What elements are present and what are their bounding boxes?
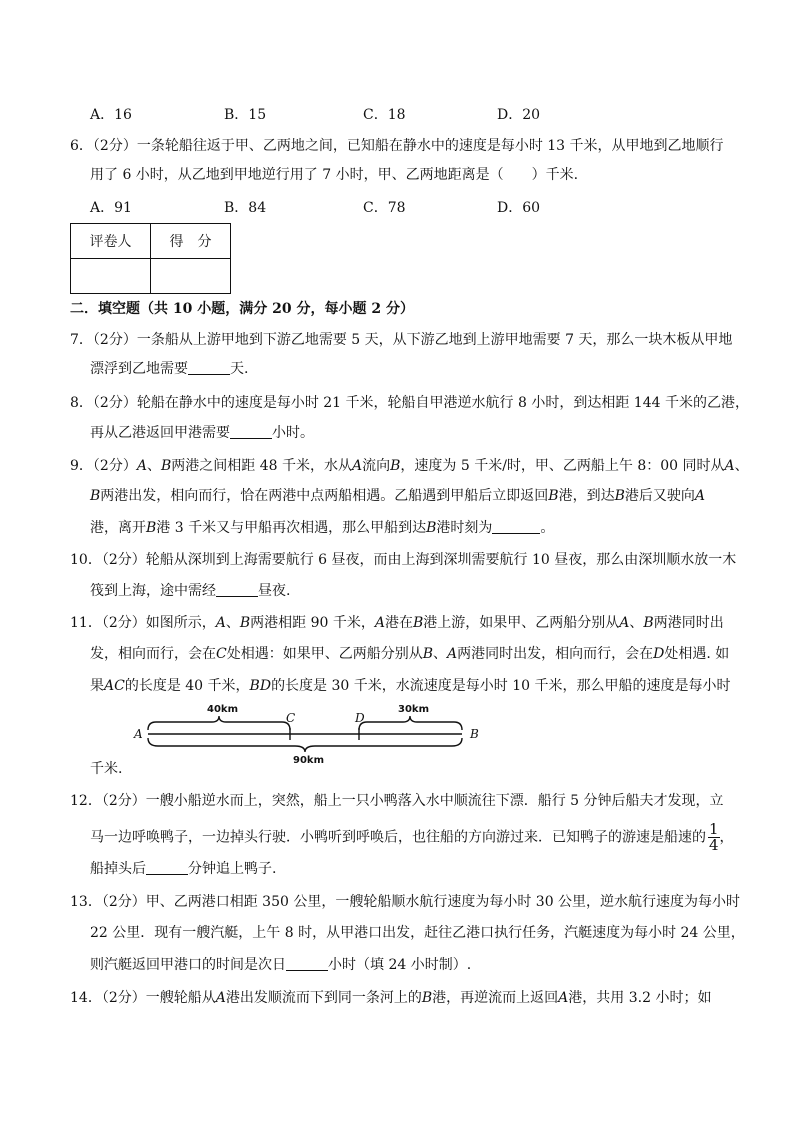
q9-line-1 (70, 457, 749, 475)
q9-var-a: A (694, 488, 706, 504)
q14-text: 港，共用 3.2 小时；如 (568, 990, 712, 1006)
q11-text: 果 (90, 678, 104, 694)
q6-option-b: B．84 (224, 200, 267, 216)
score-table-reviewer-header: 评卷人 (71, 224, 151, 259)
q10-text-a: 筏到上海，途中需经 (90, 583, 216, 599)
fraction-denominator: 4 (709, 836, 719, 854)
q11-var-b: B (239, 615, 251, 631)
q14-text: 港出发顺流而下到同一条河上的 (225, 990, 422, 1006)
q11-text: 两港同时出 (653, 615, 724, 631)
label-point-a: A (134, 727, 143, 741)
q6-line-2: 用了 6 小时，从乙地到甲地逆行用了 7 小时，甲、乙两地距离是（ ）千米. (90, 167, 579, 183)
q6-option-c: C．78 (363, 200, 406, 216)
q9-var-b: B (160, 458, 172, 474)
q11-line-1 (70, 614, 724, 632)
q7-text-a: 漂浮到乙地需要 (90, 361, 188, 377)
q9-var-a: A (136, 458, 147, 474)
q12-text: 马一边呼唤鸭子，一边掉头行驶．小鸭听到呼唤后，也往船的方向游过来．已知鸭子的游速是船速的 (90, 829, 706, 846)
q14-var-a: A (558, 990, 569, 1006)
label-point-c: C (286, 711, 296, 725)
q14-text: 14．（2分）一艘轮船从 (70, 990, 216, 1006)
q5-option-a: A．16 (90, 107, 132, 123)
q11-text: 、 (225, 615, 240, 631)
q10-text-b: 昼夜. (258, 583, 291, 599)
q13-line-2: 22 公里．现有一艘汽艇，上午 8 时，从甲港口出发，赶往乙港口执行任务，汽艇速度为每小时 24 公里， (90, 925, 745, 941)
label-point-d: D (355, 711, 365, 725)
q5-option-d: D．20 (497, 107, 541, 123)
q11-var-d: D (653, 646, 665, 662)
q9-text: 、 (734, 458, 749, 474)
q12-line-2 (90, 822, 734, 853)
q9-text: 港后又驶向 (624, 488, 695, 504)
brace-40km (148, 716, 290, 730)
q14-var-a: A (215, 990, 226, 1006)
section-2-title: 二．填空题（共 10 小题，满分 20 分，每小题 2 分） (70, 301, 414, 317)
q13-line-1: 13．（2分）甲、乙两港口相距 350 公里，一艘轮船顺水航行速度为每小时 30 公里，逆水航行速度为每小时 (70, 894, 741, 910)
q11-line-2 (90, 645, 729, 663)
score-table-score-cell[interactable] (151, 259, 231, 294)
river-distance-diagram (130, 700, 490, 768)
q9-text: 。 (540, 520, 555, 536)
q11-var-a: A (215, 615, 226, 631)
q9-var-b: B (548, 488, 559, 504)
q9-var-b: B (614, 488, 625, 504)
q11-text: 处相遇. 如 (664, 646, 730, 662)
q13-answer-blank[interactable] (286, 956, 328, 971)
q14-line-1 (70, 989, 711, 1007)
q12-fraction (708, 822, 720, 853)
q11-var-bd: BD (249, 678, 272, 694)
q11-line-4: 千米. (90, 761, 123, 777)
q11-var-b: B (422, 646, 434, 662)
q9-text: 、 (146, 458, 161, 474)
q12-line-1: 12．（2分）一艘小船逆水而上，突然，船上一只小鸭落入水中顺流往下漂．船行 5 分钟后船夫才发现，立 (70, 793, 724, 809)
q14-text: 港，再逆流而上返回 (432, 990, 559, 1006)
q11-text: 两港相距 90 千米， (250, 615, 375, 631)
q9-text: ，速度为 5 千米/时，甲、乙两船上午 8：00 同时从 (400, 458, 725, 474)
score-table (70, 223, 231, 294)
q11-text: 11．（2分）如图所示， (70, 615, 216, 631)
score-table-score-header: 得 分 (151, 224, 231, 259)
q12-answer-blank[interactable] (146, 860, 188, 875)
q9-text: 港时刻为 (436, 520, 493, 536)
q9-answer-blank[interactable] (492, 519, 540, 534)
q11-text: 发，相向而行，会在 (90, 646, 216, 662)
q11-text: 港上游，如果甲、乙两船分别从 (423, 615, 620, 631)
q13-text-a: 则汽艇返回甲港口的时间是次日 (90, 957, 286, 973)
q11-var-a: A (374, 615, 385, 631)
q8-line-1: 8．（2分）轮船在静水中的速度是每小时 21 千米，轮船自甲港逆水航行 8 小时，到达相距 144 千米的乙港， (70, 395, 749, 411)
q8-answer-blank[interactable] (230, 424, 272, 439)
q9-var-b: B (146, 520, 157, 536)
q9-line-2 (90, 487, 705, 505)
q8-text-a: 再从乙港返回甲港需要 (90, 425, 230, 441)
q11-var-a: A (619, 615, 630, 631)
q7-text-b: 天. (230, 361, 249, 377)
q6-line-1: 6．（2分）一条轮船往返于甲、乙两地之间，已知船在静水中的速度是每小时 13 千米，从甲地到乙地顺行 (70, 138, 724, 154)
q9-line-3 (90, 519, 554, 537)
label-90km: 90km (293, 755, 324, 766)
q11-text: 港在 (385, 615, 413, 631)
q12-text-a: 船掉头后 (90, 861, 146, 877)
q9-text: 港，到达 (558, 488, 615, 504)
q9-var-b: B (90, 488, 101, 504)
q5-option-c: C．18 (363, 107, 406, 123)
q9-text: 港 3 千米又与甲船再次相遇，那么甲船到达 (156, 520, 427, 536)
q11-var-b: B (413, 615, 424, 631)
q10-line-2 (90, 582, 290, 600)
q11-text: 、 (629, 615, 644, 631)
q11-var-ac: AC (104, 678, 125, 694)
q13-line-3 (90, 956, 471, 974)
q11-text: 两港同时出发，相向而行，会在 (457, 646, 654, 662)
q9-text: 流向 (362, 458, 391, 474)
q7-line-1: 7．（2分）一条船从上游甲地到下游乙地需要 5 天，从下游乙地到上游甲地需要 7 天，那么一块木板从甲地 (70, 332, 733, 348)
brace-90km (148, 738, 462, 752)
q11-text: 的长度是 30 千米，水流速度是每小时 10 千米，那么甲船的速度是每小时 (271, 678, 731, 694)
q12-text: ， (719, 829, 734, 846)
q6-option-a: A．91 (90, 200, 132, 216)
q13-text-b: 小时（填 24 小时制）. (328, 957, 472, 973)
q9-text: 港，离开 (90, 520, 146, 536)
q11-text: 、 (433, 646, 448, 662)
q10-line-1: 10．（2分）轮船从深圳到上海需要航行 6 昼夜，而由上海到深圳需要航行 10 昼夜，那么由深圳顺水放一木 (70, 552, 737, 568)
q8-text-b: 小时。 (272, 425, 314, 441)
q10-answer-blank[interactable] (216, 582, 258, 597)
q11-var-a: A (447, 646, 458, 662)
brace-30km (359, 716, 462, 730)
q11-text: 处相遇：如果甲、乙两船分别从 (226, 646, 423, 662)
q9-text: 9．（2分） (70, 458, 137, 474)
score-table-reviewer-cell[interactable] (71, 259, 151, 294)
q8-line-2 (90, 424, 314, 442)
q12-text-b: 分钟追上鸭子. (188, 861, 277, 877)
fraction-numerator: 1 (709, 820, 719, 838)
label-30km: 30km (398, 704, 429, 715)
q11-line-3 (90, 677, 731, 695)
q14-var-b: B (421, 990, 433, 1006)
q9-text: 两港之间相距 48 千米，水从 (171, 458, 352, 474)
q12-line-3 (90, 860, 276, 878)
q9-text: 两港出发，相向而行，恰在两港中点两船相遇。乙船遇到甲船后立即返回 (100, 488, 549, 504)
q11-text: 的长度是 40 千米， (124, 678, 250, 694)
q11-var-c: C (216, 646, 227, 662)
q9-var-b: B (390, 458, 401, 474)
label-40km: 40km (207, 704, 238, 715)
q9-var-a: A (351, 458, 363, 474)
q9-var-a: A (724, 458, 735, 474)
q11-var-b: B (643, 615, 654, 631)
label-point-b: B (470, 727, 479, 741)
q7-line-2 (90, 360, 248, 378)
q6-option-d: D．60 (497, 200, 541, 216)
q5-option-b: B．15 (224, 107, 267, 123)
q7-answer-blank[interactable] (188, 360, 230, 375)
q9-var-b: B (426, 520, 437, 536)
